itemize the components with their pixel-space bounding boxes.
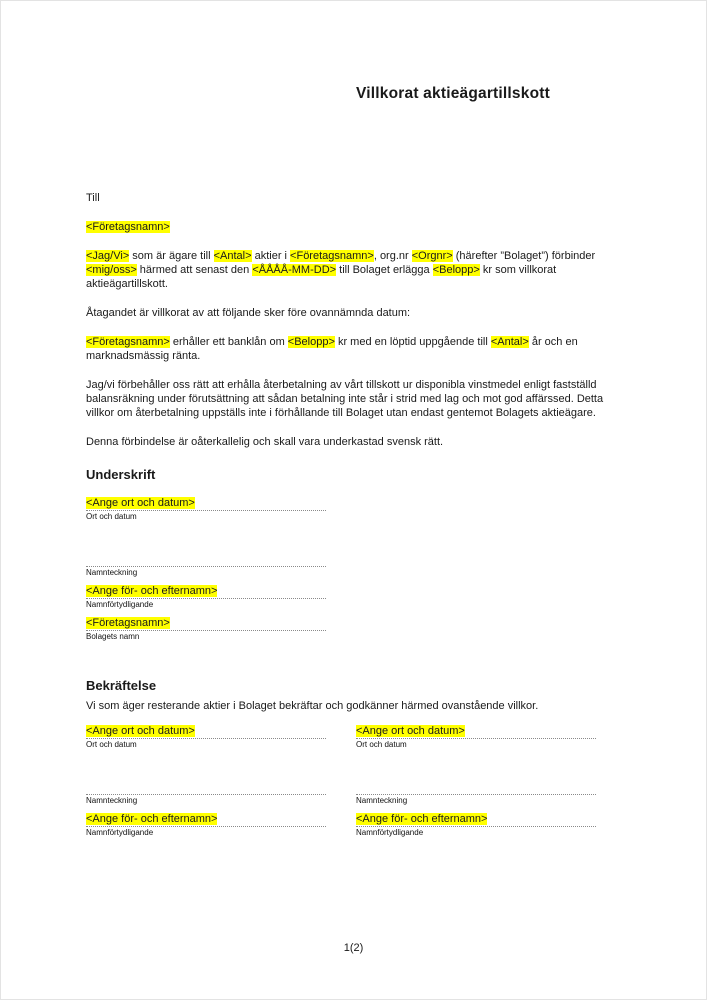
signature-name-field — [86, 584, 326, 610]
inline-placeholder[interactable]: <ÅÅÅÅ-MM-DD> — [252, 264, 337, 276]
recipient-label: Till — [86, 192, 100, 204]
name-label: Namnförtydligande — [86, 600, 154, 609]
inline-placeholder[interactable]: <Företagsnamn> — [86, 336, 170, 348]
page-number: 1(2) — [343, 942, 364, 954]
name-line — [86, 584, 326, 599]
confirm-left-signature-line-label: Namnteckning — [86, 796, 138, 805]
confirm-right-name-field — [356, 812, 596, 838]
document-title: Villkorat aktieägartillskott — [356, 85, 550, 102]
confirm-right-place-date-placeholder[interactable]: <Ange ort och datum> — [356, 725, 465, 737]
confirm-left-place-date-label: Ort och datum — [86, 740, 137, 749]
company-placeholder[interactable]: <Företagsnamn> — [86, 221, 170, 233]
signature-company-field — [86, 616, 326, 642]
confirmation-intro: Vi som äger resterande aktier i Bolaget bekräftar och godkänner härmed ovanstående villkor. — [86, 700, 539, 712]
confirm-right-place-date-label: Ort och datum — [356, 740, 407, 749]
confirm-left-name-label: Namnförtydligande — [86, 828, 154, 837]
paragraph-condition-intro: Åtagandet är villkorat av att följande sker före ovannämnda datum: — [86, 307, 411, 319]
place-date-label: Ort och datum — [86, 512, 137, 521]
signature-section-heading: Underskrift — [86, 467, 156, 482]
company-line — [86, 616, 326, 631]
inline-placeholder[interactable]: <Orgnr> — [411, 250, 453, 262]
paragraph-bank-loan: <Företagsnamn> erhåller ett banklån om <Belopp> kr med en löptid uppgående till <Antal> år och en marknadsmässig ränta. — [86, 336, 578, 362]
confirm-left-name-placeholder[interactable]: <Ange för- och efternamn> — [86, 813, 218, 825]
confirm-right-place-date-field — [356, 724, 596, 750]
signature-place-date-field — [86, 496, 326, 522]
confirm-left-name-field — [86, 812, 326, 838]
signature-line-label: Namnteckning — [86, 568, 138, 577]
inline-placeholder[interactable]: <Belopp> — [432, 264, 480, 276]
document-body — [86, 191, 623, 838]
confirm-left-name-line — [86, 812, 326, 827]
inline-placeholder[interactable]: <mig/oss> — [86, 264, 137, 276]
confirm-right-name-line — [356, 812, 596, 827]
confirmation-column-left — [86, 724, 326, 838]
company-name-label: Bolagets namn — [86, 632, 140, 641]
confirm-right-name-placeholder[interactable]: <Ange för- och efternamn> — [356, 813, 488, 825]
inline-placeholder[interactable]: <Antal> — [213, 250, 252, 262]
confirmation-section-heading: Bekräftelse — [86, 678, 157, 693]
confirmation-columns — [86, 724, 623, 838]
signature-blank-line — [86, 522, 326, 567]
confirm-left-place-date-placeholder[interactable]: <Ange ort och datum> — [86, 725, 195, 737]
signature-company-placeholder[interactable]: <Företagsnamn> — [86, 617, 170, 629]
name-placeholder[interactable]: <Ange för- och efternamn> — [86, 585, 218, 597]
inline-placeholder[interactable]: <Jag/Vi> — [86, 250, 130, 262]
confirm-right-signature-line-label: Namnteckning — [356, 796, 408, 805]
confirmation-column-right — [356, 724, 596, 838]
confirm-left-place-date-line — [86, 724, 326, 739]
paragraph-commitment: <Jag/Vi> som är ägare till <Antal> aktier i <Företagsnamn>, org.nr <Orgnr> (härefter ”Bolaget”) förbinder <mig/oss> härmed att senast den <ÅÅÅÅ-MM-DD> till Bolaget erlägga <Belopp> kr som villkorat aktieägartillskott. — [86, 250, 596, 290]
recipient-company — [86, 220, 623, 234]
confirm-left-signature-blank-line — [86, 750, 326, 795]
inline-placeholder[interactable]: <Antal> — [490, 336, 529, 348]
confirm-right-place-date-line — [356, 724, 596, 739]
inline-placeholder[interactable]: <Företagsnamn> — [290, 250, 374, 262]
paragraph-irrevocable: Denna förbindelse är oåterkallelig och skall vara underkastad svensk rätt. — [86, 436, 444, 448]
place-date-line — [86, 496, 326, 511]
inline-placeholder[interactable]: <Belopp> — [287, 336, 335, 348]
confirm-right-signature-blank-line — [356, 750, 596, 795]
place-date-placeholder[interactable]: <Ange ort och datum> — [86, 497, 195, 509]
confirm-right-name-label: Namnförtydligande — [356, 828, 424, 837]
paragraph-repayment: Jag/vi förbehåller oss rätt att erhålla återbetalning av vårt tillskott ur disponibla vinstmedel enligt fastställd balansräkning under förutsättning att sådan betalning inte står i strid med lag och mot god affärssed. Detta villkor om återbetalning uppställs inte i förhållande till Bolaget utan endast gentemot Bolagets aktieägare. — [86, 379, 604, 419]
confirm-left-place-date-field — [86, 724, 326, 750]
